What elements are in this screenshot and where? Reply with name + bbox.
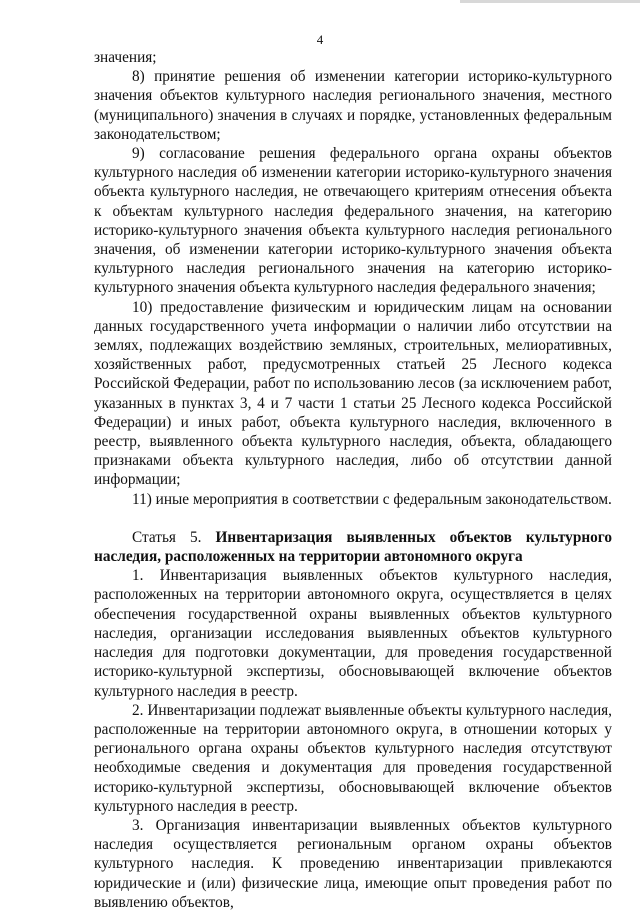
scan-edge-line	[460, 0, 640, 3]
list-item-10: 10) предоставление физическим и юридическим лицам на основании данных государственного учета информации о наличии либо отсутствии на землях, подлежащих воздействию земляных, строительных, мелиоративных, хозяйственных работ, предусмотренных статьей 25 Лесного кодекса Российской Федерации, работ по использованию лесов (за исключением работ, указанных в пунктах 3, 4 и 7 части 1 статьи 25 Лесного кодекса Российской Федерации) и иных работ, объекта культурного наследия, включенного в реестр, выявленного объекта культурного наследия, объекта, обладающего признаками объекта культурного наследия, либо об отсутствии данной информации;	[94, 298, 612, 489]
article-heading	[94, 528, 612, 566]
document-body	[94, 48, 612, 912]
paragraph-continuation: значения;	[94, 49, 157, 66]
section-gap	[94, 509, 612, 528]
page-number: 4	[316, 32, 324, 47]
article-paragraph-3: 3. Организация инвентаризации выявленных объектов культурного наследия осуществляется региональным органом охраны объектов культурного наследия. К проведению инвентаризации привлекаются юридические и (или) физические лица, имеющие опыт проведения работ по выявлению объектов,	[94, 816, 612, 911]
article-title: Инвентаризация выявленных объектов культурного наследия, расположенных на территории автономного округа	[94, 528, 613, 566]
article-paragraph-1: 1. Инвентаризация выявленных объектов культурного наследия, расположенных на территории автономного округа, осуществляется в целях обеспечения государственной охраны выявленных объектов культурного наследия, организации исследования выявленных объектов культурного наследия для подготовки документации, для проведения государственной историко-культурной экспертизы, обосновывающей включение объектов культурного наследия в реестр.	[94, 567, 612, 700]
list-item-8: 8) принятие решения об изменении категории историко-культурного значения объектов культурного наследия регионального значения, местного (муниципального) значения в случаях и порядке, установленных федеральным законодательством;	[94, 68, 612, 143]
article-paragraph-2: 2. Инвентаризации подлежат выявленные объекты культурного наследия, расположенные на территории автономного округа, в отношении которых у регионального органа охраны объектов культурного наследия отсутствуют необходимые сведения и документация для проведения государственной историко-культурной экспертизы, обосновывающей включение объектов культурного наследия в реестр.	[94, 701, 612, 815]
list-item-9: 9) согласование решения федерального органа охраны объектов культурного наследия об изменении категории историко-культурного значения объекта культурного наследия, не отвечающего критериям отнесения объекта к объектам культурного наследия федерального значения, на категорию историко-культурного значения объекта культурного наследия регионального значения, об изменении категории историко-культурного значения объекта культурного наследия регионального значения на категорию историко-культурного значения объекта культурного наследия федерального значения;	[94, 145, 612, 297]
list-item-11: 11) иные мероприятия в соответствии с федеральным законодательством.	[132, 490, 612, 508]
article-label: Статья 5.	[132, 528, 202, 546]
